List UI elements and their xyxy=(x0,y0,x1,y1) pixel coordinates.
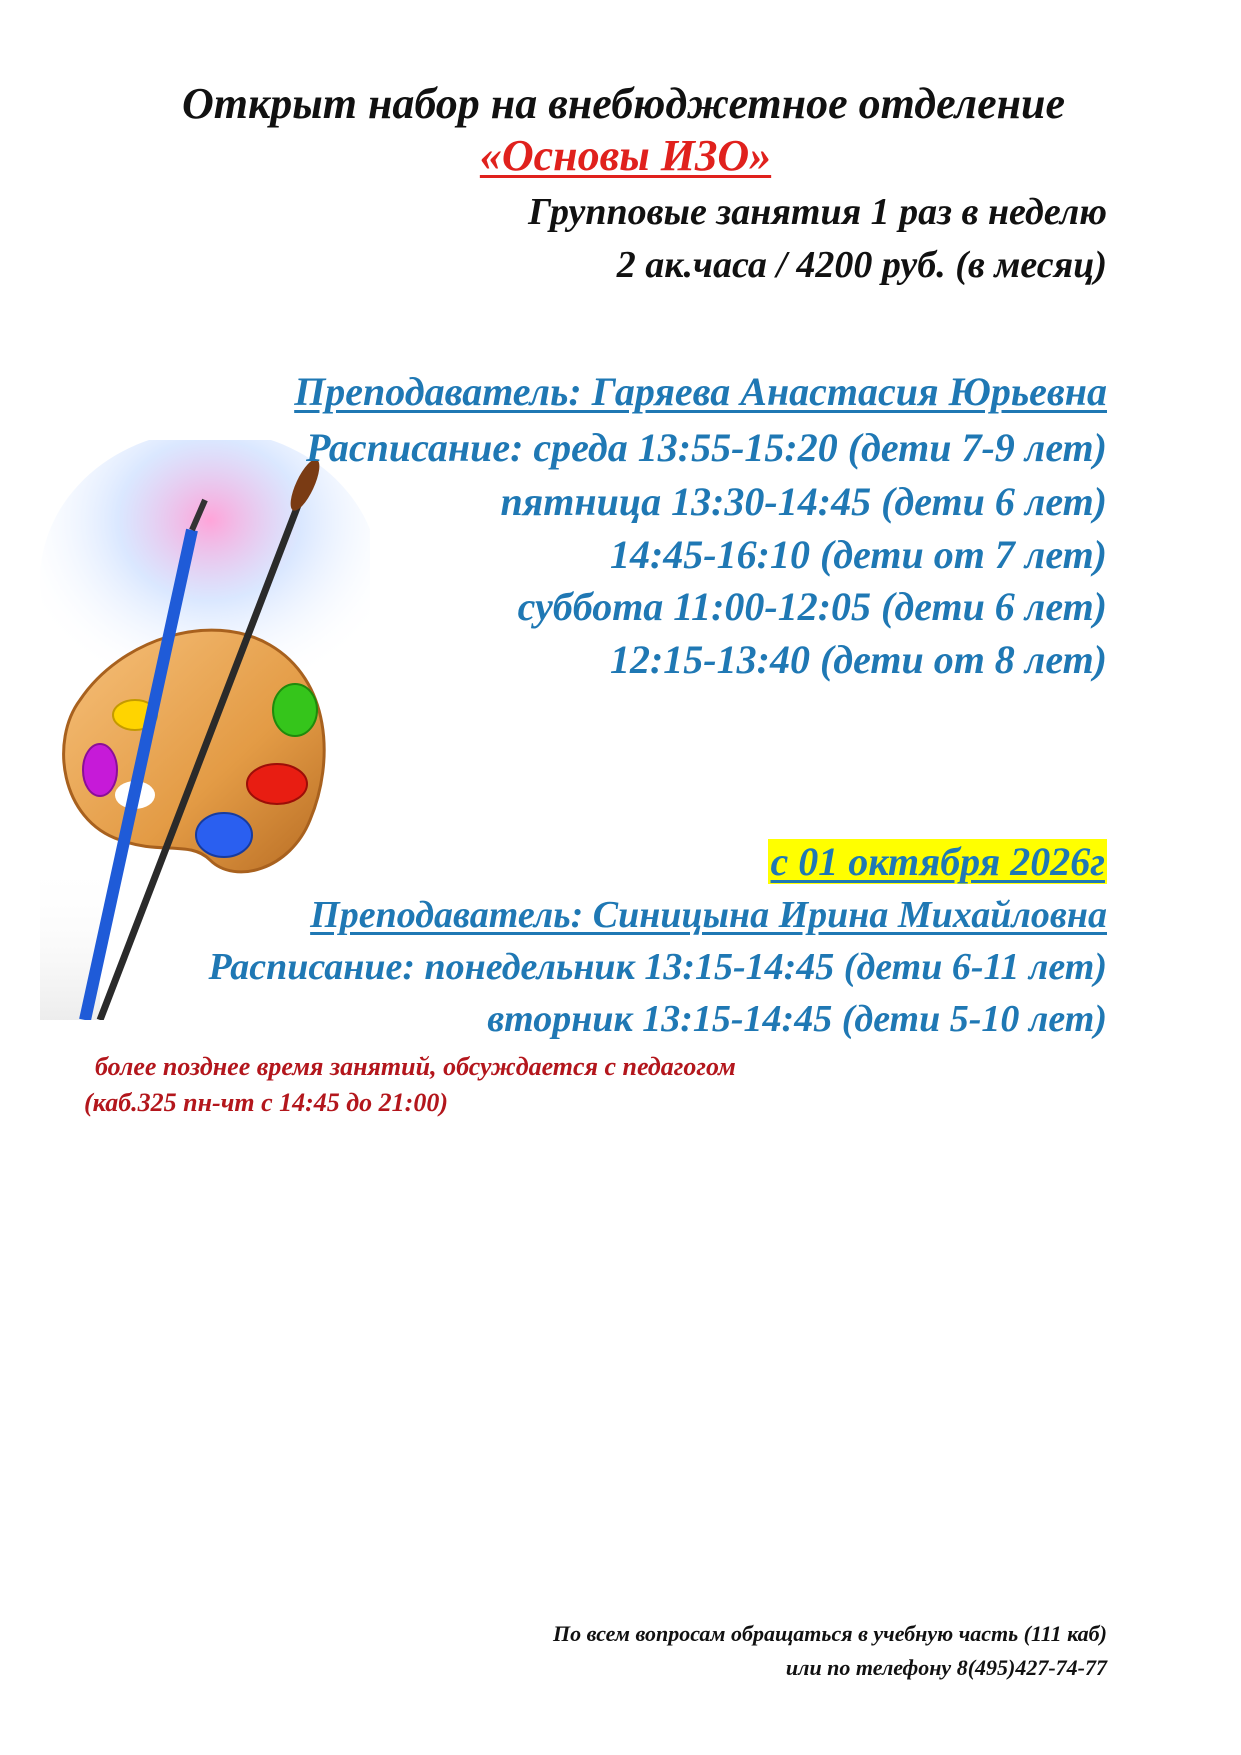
teacher1-schedule-line: Расписание: среда 13:55-15:20 (дети 7-9 лет) xyxy=(306,425,1107,470)
teacher1-schedule-line: 12:15-13:40 (дети от 8 лет) xyxy=(609,637,1107,682)
teacher1-name xyxy=(294,368,1107,415)
teacher1-schedule-line: 14:45-16:10 (дети от 7 лет) xyxy=(609,532,1107,577)
teacher1-name-text: Преподаватель: Гаряева Анастасия Юрьевна xyxy=(294,369,1107,414)
page-title: Открыт набор на внебюджетное отделение xyxy=(181,79,1066,128)
lesson-price: 2 ак.часа / 4200 руб. (в месяц) xyxy=(616,244,1107,286)
teacher1-schedule-line: суббота 11:00-12:05 (дети 6 лет) xyxy=(517,584,1107,629)
lesson-frequency: Групповые занятия 1 раз в неделю xyxy=(528,191,1107,233)
teacher2-name xyxy=(310,893,1107,937)
course-title-text: «Основы ИЗО» xyxy=(479,131,772,180)
start-date-text: с 01 октября 2026г xyxy=(770,839,1105,884)
note-later-time: более позднее время занятий, обсуждается с педагогом xyxy=(95,1052,736,1081)
start-date xyxy=(768,838,1107,885)
course-title xyxy=(0,130,1241,181)
footer-contact-phone: или по телефону 8(495)427-74-77 xyxy=(785,1655,1107,1680)
footer-contact-office: По всем вопросам обращаться в учебную часть (111 каб) xyxy=(553,1621,1107,1646)
teacher2-schedule-line: вторник 13:15-14:45 (дети 5-10 лет) xyxy=(487,998,1107,1040)
teacher2-schedule-line: Расписание: понедельник 13:15-14:45 (дети 6-11 лет) xyxy=(208,946,1107,988)
teacher2-name-text: Преподаватель: Синицына Ирина Михайловна xyxy=(310,894,1107,936)
note-room-hours: (каб.325 пн-чт с 14:45 до 21:00) xyxy=(84,1088,448,1117)
teacher1-schedule-line: пятница 13:30-14:45 (дети 6 лет) xyxy=(500,479,1107,524)
